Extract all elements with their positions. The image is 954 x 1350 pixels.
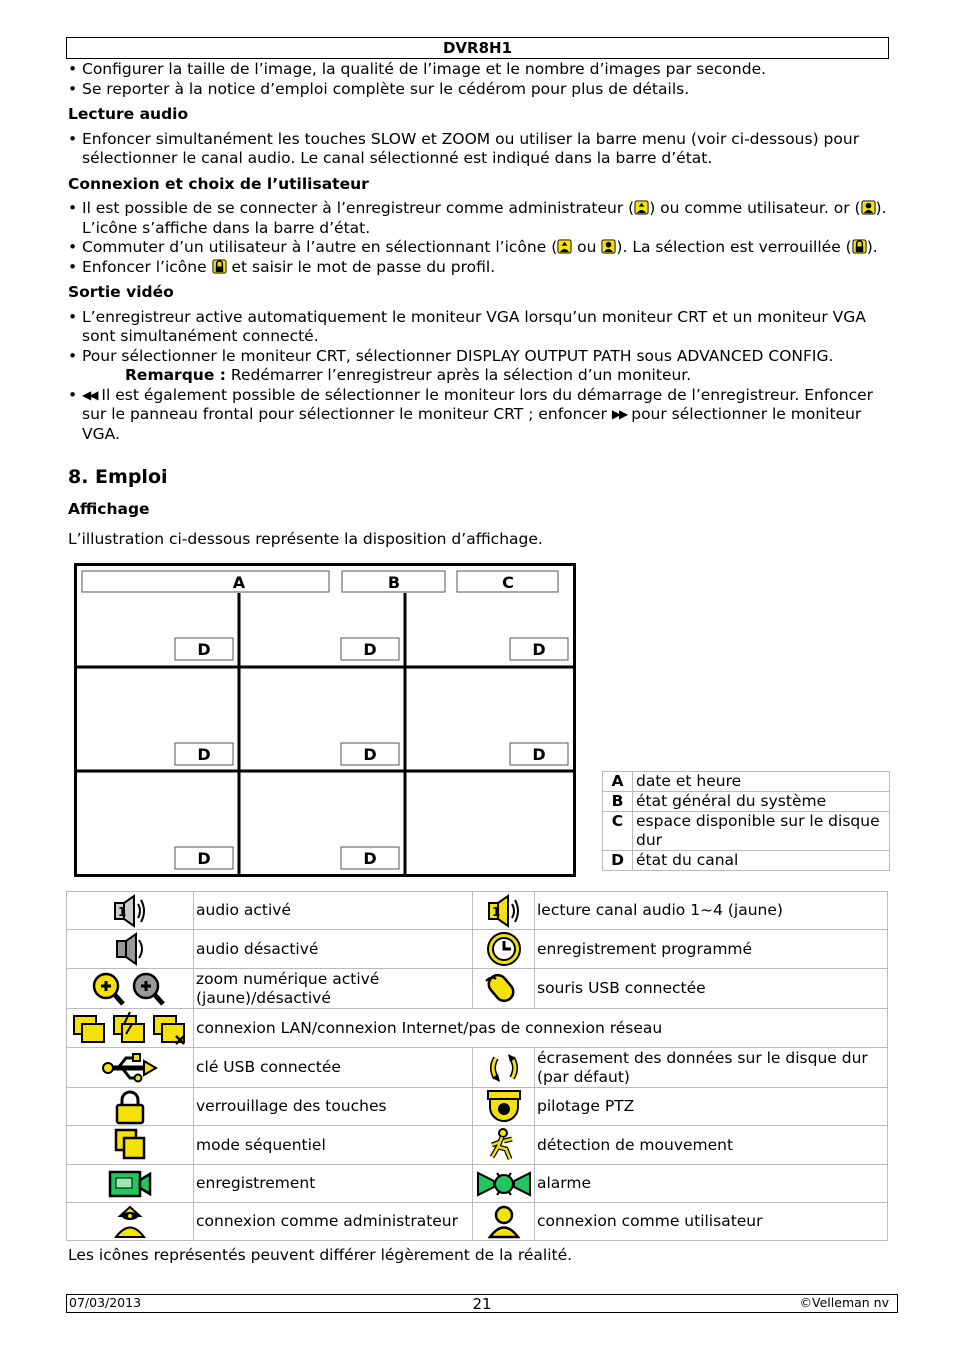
legend-row [603,792,890,812]
icon-desc: enregistrement [194,1165,473,1203]
text: et saisir le mot de passe du profil. [226,257,496,276]
icon-cell [67,1088,194,1126]
audio-play-icon [486,894,522,928]
video-bullet-1: • L’enregistreur active automatiquement le moniteur VGA lorsqu’un moniteur CRT et un moniteur VGA sont simultanément connecté. [68,308,888,347]
intro-bullet-2: • Se reporter à la notice d’emploi complète sur le cédérom pour plus de détails. [68,80,888,100]
forward-icon: ▶▶ [611,407,627,421]
text: ). L’icône s’affiche dans la barre d’état. [82,199,887,237]
icon-desc: clé USB connectée [194,1048,473,1088]
label-a-box [82,571,329,592]
document-header [66,37,889,59]
icon-desc: mode séquentiel [194,1126,473,1165]
audio-off-icon [112,932,148,966]
table-row [67,1048,888,1088]
network-icon [70,1010,190,1046]
label-d: D [363,745,377,764]
icon-desc: écrasement des données sur le disque dur (par défaut) [535,1048,888,1088]
login-bullet-1 [68,199,888,238]
audio-heading: Lecture audio [68,105,189,123]
icon-desc: verrouillage des touches [194,1088,473,1126]
table-row [67,1165,888,1203]
icon-desc: connexion comme administrateur [194,1203,473,1241]
text: ou [572,238,602,256]
icon-cell [473,1126,535,1165]
icon-desc: enregistrement programmé [535,930,888,969]
icon-desc: audio activé [194,892,473,930]
user-icon [601,239,616,254]
legend-key: A [603,772,633,792]
section-intro: L’illustration ci-dessous représente la disposition d’affichage. [68,530,543,548]
display-layout-diagram [74,563,576,877]
icon-desc: audio désactivé [194,930,473,969]
text: Il est possible de se connecter à l’enregistreur comme administrateur ( [82,199,635,217]
login-heading: Connexion et choix de l’utilisateur [68,174,369,193]
page-footer [66,1294,898,1313]
table-row [67,930,888,969]
icon-cell [473,892,535,930]
legend-key: C [603,812,633,851]
icon-cell [67,969,194,1009]
icon-cell [67,1048,194,1088]
sequence-icon [112,1127,148,1163]
icon-cell [67,1165,194,1203]
label-d: D [363,640,377,659]
note-text: Redémarrer l’enregistreur après la sélection d’un moniteur. [225,366,692,384]
video-heading: Sortie vidéo [68,283,174,301]
icon-cell [473,1165,535,1203]
table-row [67,1009,888,1048]
label-b: B [387,573,401,592]
motion-icon [486,1127,522,1163]
display-grid [74,563,576,877]
login-bullet-2 [68,238,888,258]
legend-key: D [603,851,633,871]
text: Il est également possible de sélectionner le moniteur lors du démarrage de l’enregistreur. Enfoncer [101,385,874,404]
legend-key: B [603,792,633,812]
video-bullet-3 [68,386,888,445]
note-label: Remarque : [125,366,226,384]
keylock-icon [112,1089,148,1125]
video-note [68,366,888,386]
admin-icon [557,239,572,254]
page-number: 21 [472,1295,492,1313]
footnote: Les icônes représentés peuvent différer légèrement de la réalité. [68,1246,573,1264]
icon-desc: souris USB connectée [535,969,888,1009]
legend-row [603,812,890,851]
legend-text: date et heure [633,772,890,792]
admin-login-icon [112,1204,148,1240]
icon-cell [473,930,535,969]
text: Enfoncer l’icône [82,257,212,276]
icon-cell [67,1126,194,1165]
label-d: D [532,745,546,764]
audio-on-icon [112,894,148,928]
text: ). [866,238,878,256]
section-subtitle: Affichage [68,500,150,518]
login-bullet-3 [68,258,888,278]
page-content [68,60,888,444]
icon-cell [473,1203,535,1241]
rewind-icon: ◀◀ [82,387,97,402]
label-d: D [363,849,377,868]
table-row [67,892,888,930]
table-row [67,1126,888,1165]
icon-desc: pilotage PTZ [535,1088,888,1126]
label-d: D [532,640,546,659]
clock-icon [486,931,522,967]
ptz-icon [485,1089,523,1125]
legend-text: état du canal [633,851,890,871]
legend-row [603,772,890,792]
model-name: DVR8H1 [442,39,513,57]
user-icon [861,200,876,215]
legend-text: état général du système [633,792,890,812]
section-title: 8. Emploi [68,466,168,488]
icon-cell [473,1088,535,1126]
table-row [67,1203,888,1241]
label-d: D [197,849,211,868]
icon-desc: zoom numérique activé (jaune)/désactivé [194,969,473,1009]
table-row [67,1088,888,1126]
text: sur le panneau frontal pour sélectionner le moniteur CRT ; enfoncer [82,405,612,423]
legend-table [602,771,890,871]
text: ) ou comme utilisateur. or ( [649,199,861,217]
label-c: C [502,573,514,592]
overwrite-icon [486,1050,522,1086]
text: Commuter d’un utilisateur à l’autre en sélectionnant l’icône ( [82,238,558,256]
text: pour sélectionner le moniteur VGA. [82,405,862,443]
footer-copyright: ©Velleman nv [799,1295,889,1310]
icon-cell [67,1203,194,1241]
icon-cell [67,892,194,930]
icon-cell [67,1009,194,1048]
lock-icon [852,239,867,254]
admin-icon [634,200,649,215]
label-a: A [232,573,246,592]
intro-bullet-1: • Configurer la taille de l’image, la qualité de l’image et le nombre d’images par seconde. [68,60,888,80]
icon-cell [67,930,194,969]
icon-desc: connexion LAN/connexion Internet/pas de connexion réseau [194,1009,888,1048]
alarm-icon [475,1167,533,1201]
text: ). La sélection est verrouillée ( [616,238,852,256]
usb-icon [100,1053,160,1083]
label-d: D [197,640,211,659]
icon-table [66,891,888,1241]
table-row [67,969,888,1009]
svg-text:1: 1 [491,904,500,919]
icon-desc: connexion comme utilisateur [535,1203,888,1241]
legend-row [603,851,890,871]
icon-cell [473,1048,535,1088]
icon-desc: alarme [535,1165,888,1203]
audio-bullet-1: • Enfoncer simultanément les touches SLOW et ZOOM ou utiliser la barre menu (voir ci-dessous) pour sélectionner le canal audio. Le canal sélectionné est indiqué dans la barre d’état. [68,130,888,169]
legend-text: espace disponible sur le disque dur [633,812,890,851]
user-login-icon [486,1204,522,1240]
footer-date: 07/03/2013 [69,1295,142,1310]
lock-icon [212,259,227,274]
section-8 [68,466,888,555]
label-d: D [197,745,211,764]
zoom-icon [90,971,170,1007]
svg-text:1: 1 [118,904,127,919]
icon-cell [473,969,535,1009]
mouse-icon [482,971,526,1007]
record-icon [106,1166,154,1202]
video-bullet-2: • Pour sélectionner le moniteur CRT, sélectionner DISPLAY OUTPUT PATH sous ADVANCED CONFIG. [68,347,888,367]
icon-desc: détection de mouvement [535,1126,888,1165]
icon-desc: lecture canal audio 1~4 (jaune) [535,892,888,930]
